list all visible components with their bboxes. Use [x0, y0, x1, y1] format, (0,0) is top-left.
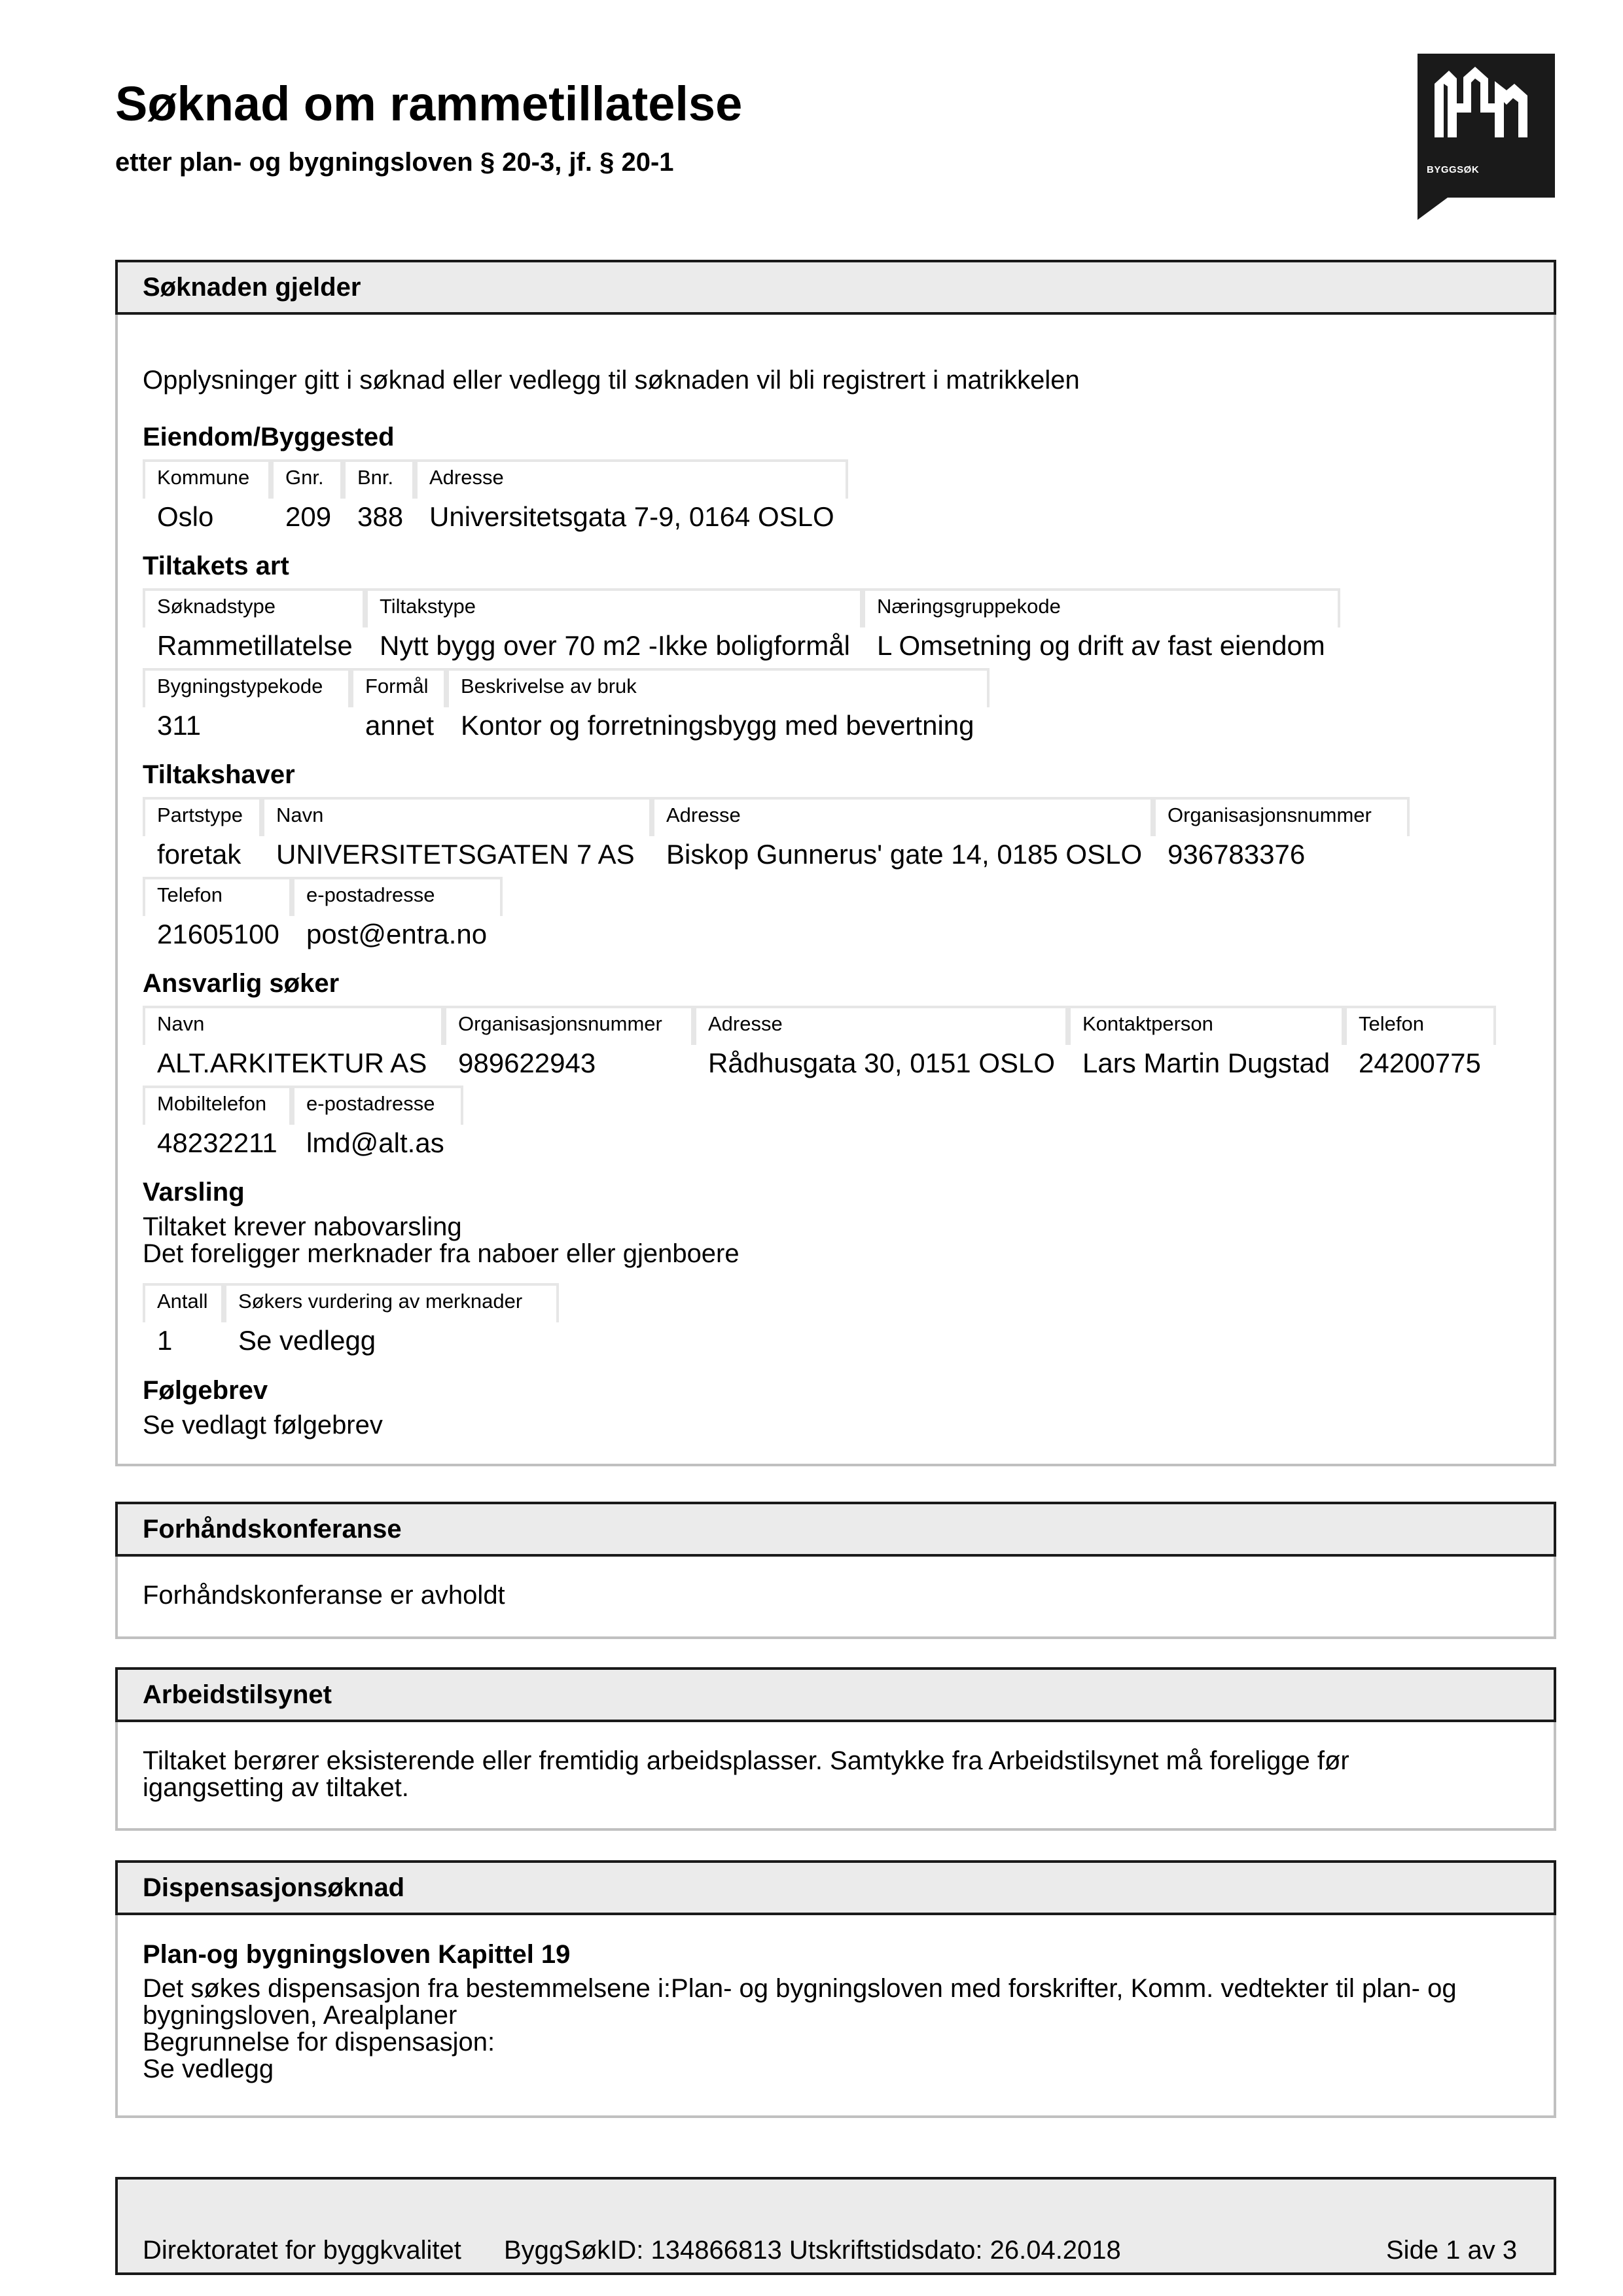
field-mobiltelefon [143, 1086, 292, 1158]
field-value: Se vedlegg [238, 1325, 376, 1356]
field-value: UNIVERSITETSGATEN 7 AS [276, 839, 635, 870]
section-header: Dispensasjonsøknad [115, 1860, 1556, 1915]
field-value: 1 [157, 1325, 173, 1356]
field-label: Søknadstype [157, 595, 276, 618]
field-value: Lars Martin Dugstad [1082, 1048, 1330, 1078]
dispensasjon-line: Begrunnelse for dispensasjon: [143, 2028, 495, 2057]
field-label: Beskrivelse av bruk [461, 675, 637, 698]
footer-page-number: Side 1 av 3 [1386, 2236, 1518, 2265]
field-adresse [652, 797, 1153, 870]
arbeidstilsynet-line: Tiltaket berører eksisterende eller fremtidig arbeidsplasser. Samtykke fra Arbeidstilsynet må foreligge før [143, 1746, 1349, 1775]
field-value: 21605100 [157, 919, 279, 949]
field-naeringsgruppekode [863, 588, 1340, 661]
folgebrev-heading: Følgebrev [143, 1376, 268, 1405]
field-value: post@entra.no [306, 919, 488, 949]
section-header: Arbeidstilsynet [115, 1667, 1556, 1722]
field-partstype [143, 797, 262, 870]
logo-mark-icon [1429, 64, 1544, 143]
field-label: Navn [276, 804, 324, 826]
field-gnr [271, 459, 343, 532]
page-subtitle: etter plan- og bygningsloven § 20-3, jf. § 20-1 [115, 148, 674, 177]
field-telefon [1344, 1006, 1496, 1078]
field-bnr [343, 459, 415, 532]
field-label: Organisasjonsnummer [1168, 804, 1372, 826]
field-label: Bnr. [357, 466, 394, 489]
field-value: 209 [285, 501, 332, 532]
field-organisasjonsnummer [444, 1006, 694, 1078]
forhandskonferanse-text: Forhåndskonferanse er avholdt [143, 1581, 505, 1610]
field-label: Gnr. [285, 466, 324, 489]
dispensasjon-line: bygningsloven, Arealplaner [143, 2001, 457, 2030]
field-kontaktperson [1068, 1006, 1344, 1078]
section-soknaden-gjelder [115, 260, 1556, 1466]
field-value: L Omsetning og drift av fast eiendom [877, 630, 1325, 661]
field-value: Kontor og forretningsbygg med bevertning [461, 710, 974, 741]
field-label: Adresse [666, 804, 741, 826]
field-label: Bygningstypekode [157, 675, 323, 698]
tiltakshaver-heading: Tiltakshaver [143, 760, 295, 789]
field-label: e-postadresse [306, 883, 435, 906]
field-value: foretak [157, 839, 241, 870]
field-label: Partstype [157, 804, 243, 826]
ansvarlig-soker-heading: Ansvarlig søker [143, 969, 340, 998]
field-label: Søkers vurdering av merknader [238, 1290, 523, 1313]
arbeidstilsynet-line: igangsetting av tiltaket. [143, 1773, 409, 1802]
intro-text: Opplysninger gitt i søknad eller vedlegg til søknaden vil bli registrert i matrikkelen [143, 366, 1080, 395]
field-label: Tiltakstype [380, 595, 476, 618]
eiendom-heading: Eiendom/Byggested [143, 423, 395, 451]
field-navn [143, 1006, 444, 1078]
field-value: Oslo [157, 501, 214, 532]
field-antall [143, 1283, 224, 1356]
field-value: 48232211 [157, 1127, 277, 1158]
field-label: Organisasjonsnummer [458, 1012, 662, 1035]
field-value: 24200775 [1359, 1048, 1481, 1078]
field-soknadstype [143, 588, 365, 661]
field-value: 388 [357, 501, 404, 532]
varsling-line: Det foreligger merknader fra naboer eller gjenboere [143, 1239, 740, 1268]
field-formal [351, 668, 446, 741]
field-tiltakstype [365, 588, 863, 661]
field-navn [262, 797, 652, 870]
page-title: Søknad om rammetillatelse [115, 77, 743, 131]
field-beskrivelse [446, 668, 990, 741]
section-forhandskonferanse [115, 1502, 1556, 1639]
field-label: Adresse [429, 466, 504, 489]
field-label: Navn [157, 1012, 205, 1035]
field-value: ALT.ARKITEKTUR AS [157, 1048, 427, 1078]
dispensasjon-line: Det søkes dispensasjon fra bestemmelsene i:Plan- og bygningsloven med forskrifter, Komm. vedtekter til plan- og [143, 1974, 1457, 2003]
field-value: Universitetsgata 7-9, 0164 OSLO [429, 501, 834, 532]
dispensasjon-line: Se vedlegg [143, 2055, 274, 2083]
section-arbeidstilsynet [115, 1667, 1556, 1831]
field-label: Kommune [157, 466, 250, 489]
field-adresse [694, 1006, 1068, 1078]
varsling-line: Tiltaket krever nabovarsling [143, 1212, 462, 1241]
field-telefon [143, 877, 292, 949]
dispensasjon-subheading: Plan-og bygningsloven Kapittel 19 [143, 1940, 571, 1969]
field-epost [292, 1086, 463, 1158]
field-organisasjonsnummer [1153, 797, 1410, 870]
field-value: Biskop Gunnerus' gate 14, 0185 OSLO [666, 839, 1143, 870]
field-adresse [415, 459, 848, 532]
section-dispensasjon [115, 1860, 1556, 2118]
field-value: 936783376 [1168, 839, 1306, 870]
field-label: Formål [365, 675, 429, 698]
field-label: Telefon [1359, 1012, 1424, 1035]
logo-tail [1418, 198, 1448, 220]
footer-id-date: ByggSøkID: 134866813 Utskriftstidsdato: 26.04.2018 [504, 2236, 1121, 2265]
field-label: Mobiltelefon [157, 1092, 267, 1115]
folgebrev-text: Se vedlagt følgebrev [143, 1411, 383, 1439]
field-value: 989622943 [458, 1048, 596, 1078]
field-value: Rammetillatelse [157, 630, 353, 661]
tiltakets-art-heading: Tiltakets art [143, 552, 289, 580]
field-label: Adresse [708, 1012, 783, 1035]
logo-text: BYGGSØK [1427, 164, 1480, 175]
field-value: Rådhusgata 30, 0151 OSLO [708, 1048, 1056, 1078]
field-label: Kontaktperson [1082, 1012, 1213, 1035]
section-header: Søknaden gjelder [115, 260, 1556, 315]
byggsok-logo [1418, 54, 1555, 198]
field-epost [292, 877, 503, 949]
field-value: Nytt bygg over 70 m2 -Ikke boligformål [380, 630, 850, 661]
field-bygningstypekode [143, 668, 351, 741]
field-value: lmd@alt.as [306, 1127, 444, 1158]
field-label: Antall [157, 1290, 208, 1313]
field-label: Næringsgruppekode [877, 595, 1061, 618]
field-kommune [143, 459, 271, 532]
section-header: Forhåndskonferanse [115, 1502, 1556, 1557]
footer-org: Direktoratet for byggkvalitet [143, 2236, 461, 2265]
page-footer [115, 2177, 1556, 2275]
field-value: annet [365, 710, 435, 741]
field-value: 311 [157, 710, 201, 741]
varsling-heading: Varsling [143, 1178, 245, 1207]
field-label: e-postadresse [306, 1092, 435, 1115]
field-label: Telefon [157, 883, 223, 906]
field-sokers-vurdering [224, 1283, 559, 1356]
